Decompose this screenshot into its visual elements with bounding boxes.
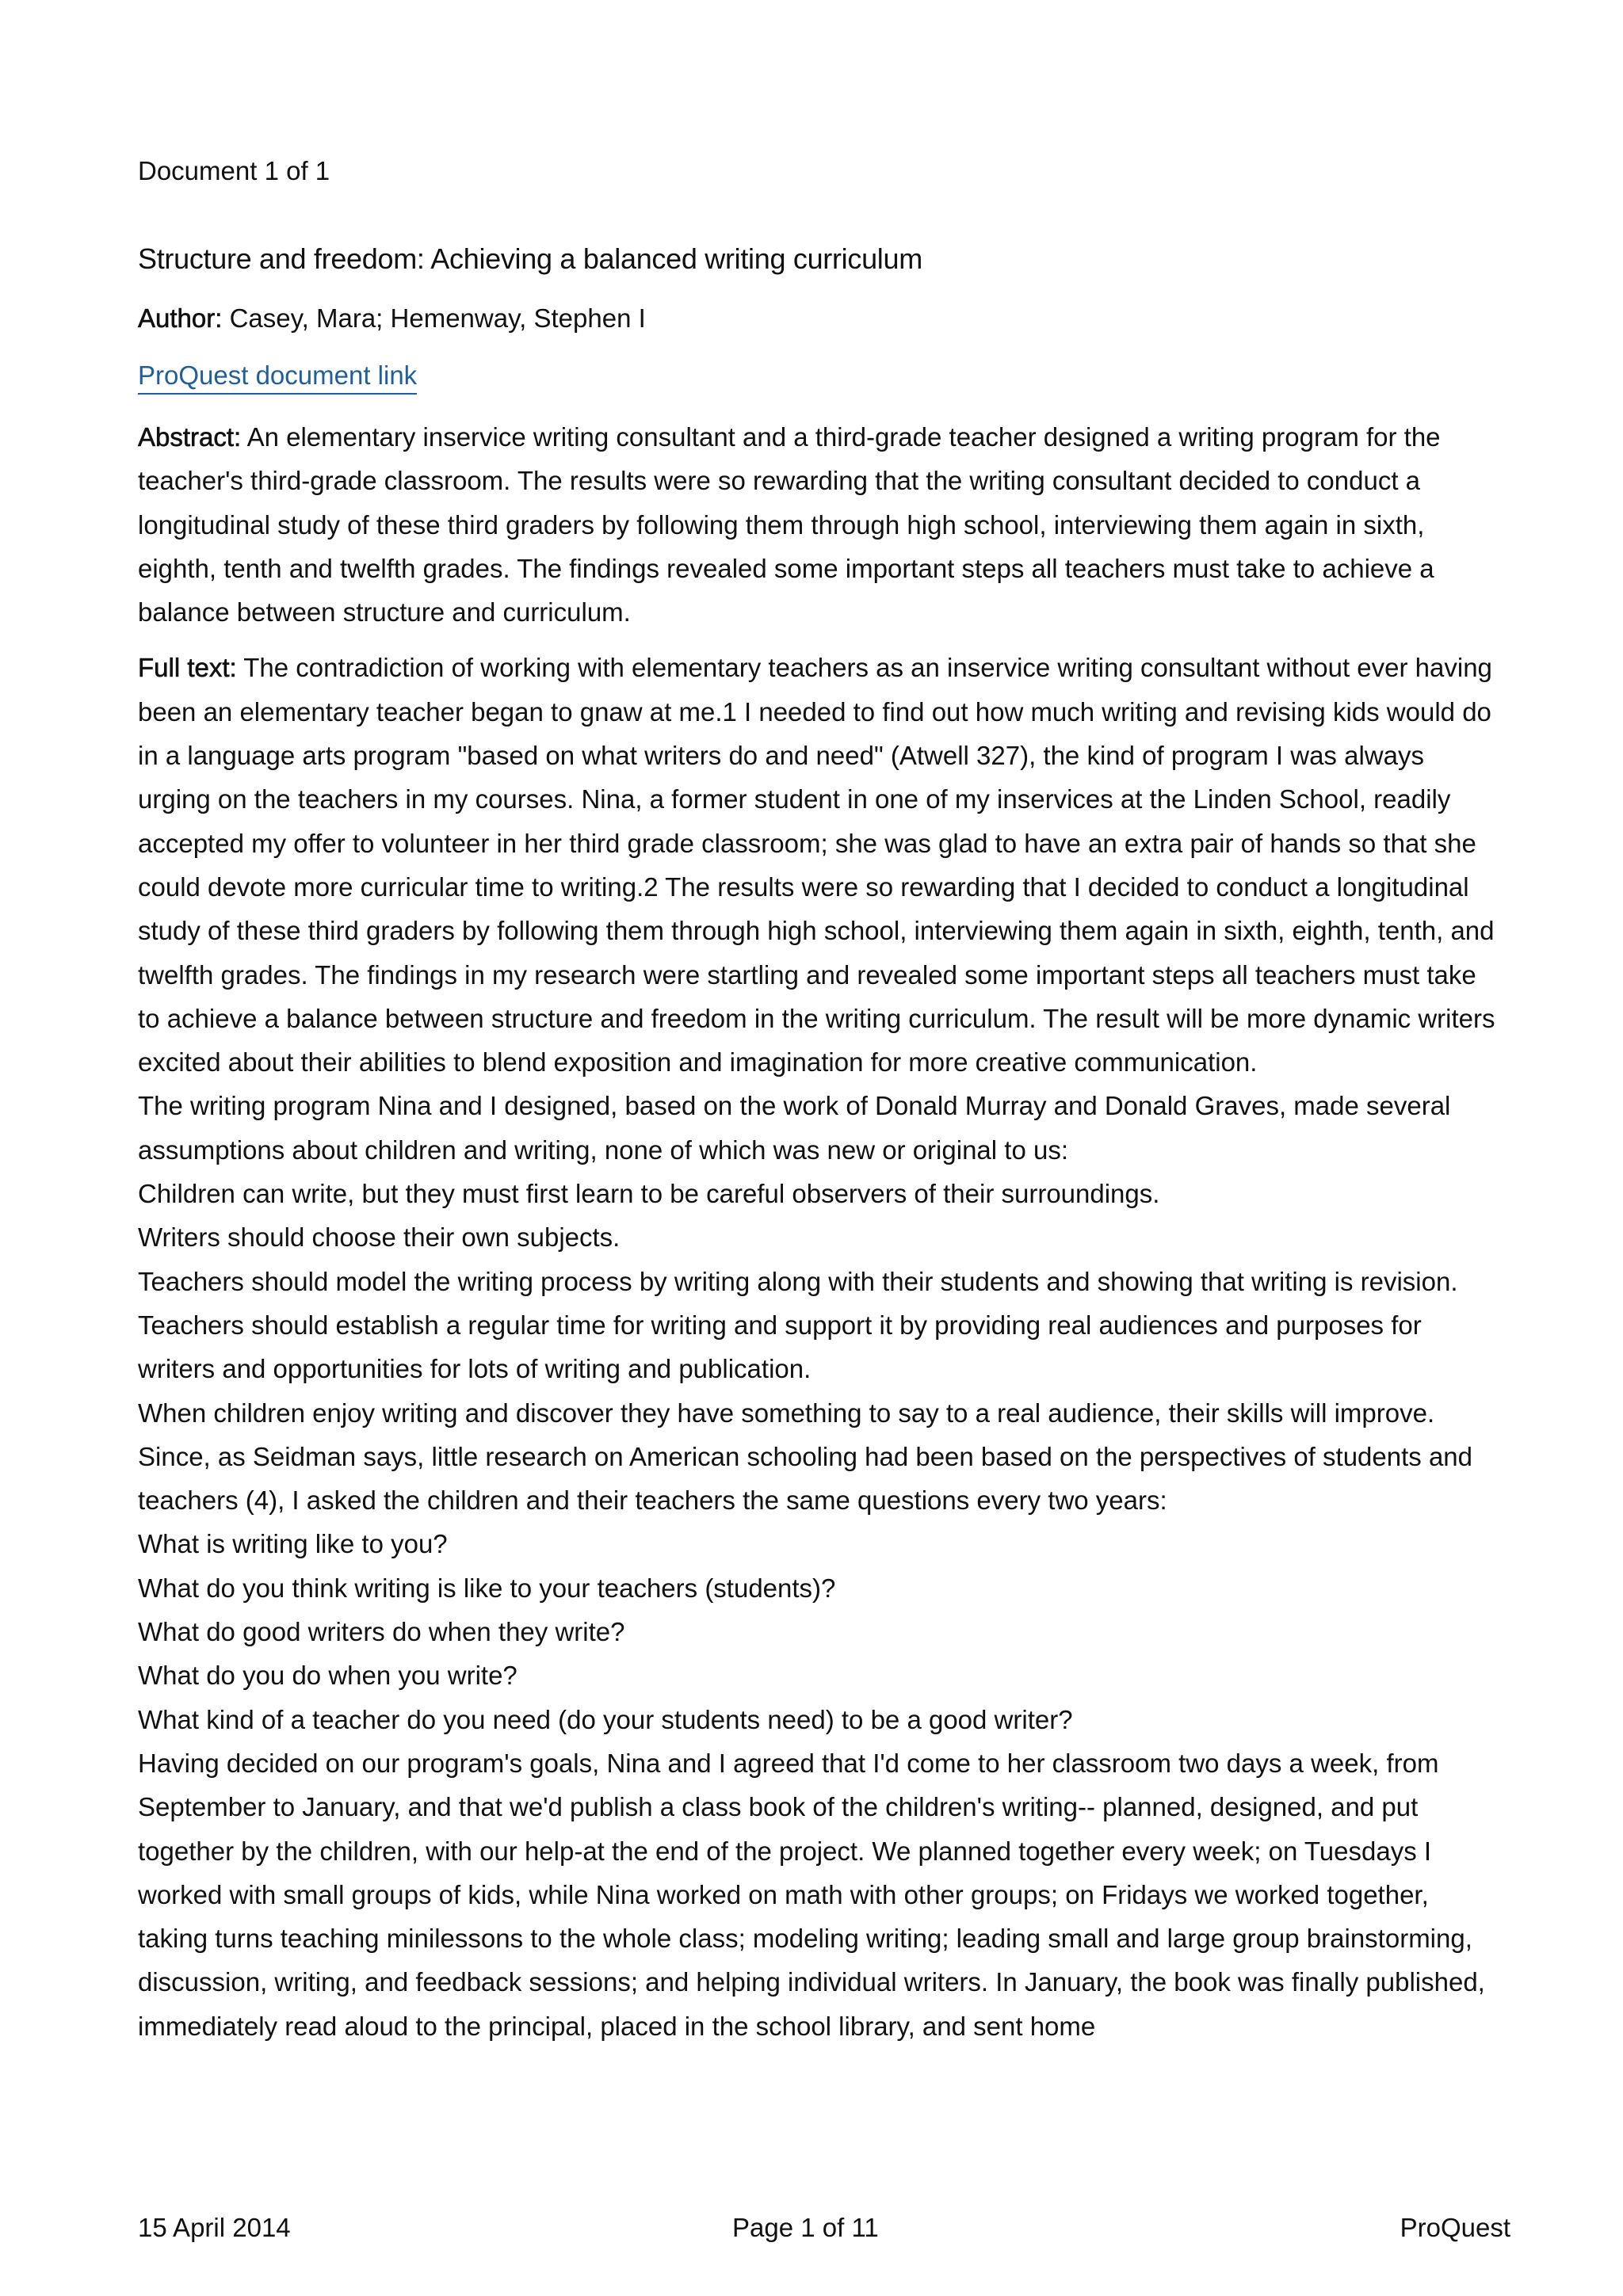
body-paragraph: Since, as Seidman says, little research on American schooling had been based on the perspectives of students and teachers (4), I asked the children and their teachers the same questions every two years: — [138, 1441, 1473, 1516]
proquest-document-link[interactable]: ProQuest document link — [138, 358, 417, 395]
body-paragraph: Children can write, but they must first learn to be careful observers of their surroundings. — [138, 1179, 1160, 1209]
body-paragraph: What is writing like to you? — [138, 1529, 448, 1559]
body-paragraph: Writers should choose their own subjects. — [138, 1222, 621, 1253]
footer-brand: ProQuest — [1400, 2213, 1510, 2242]
body-paragraph: Having decided on our program's goals, Nina and I agreed that I'd come to her classroom two days a week, from September to January, and that we'd publish a class book of the children's writing-- planned, designed, and put together by the children, with our help-at the end of the project. We planned together every week; on Tuesdays I worked with small groups of kids, while Nina worked on math with other groups; on Fridays we worked together, taking turns teaching minilessons to the whole class; modeling writing; leading small and large group brainstorming, discussion, writing, and feedback sessions; and helping individual writers. In January, the book was finally published, immediately read aloud to the principal, placed in the school library, and sent home — [138, 1748, 1485, 2041]
fulltext-label: Full text: — [138, 653, 237, 683]
author-label: Author: — [138, 303, 223, 333]
body-paragraph: What do you think writing is like to your teachers (students)? — [138, 1573, 836, 1603]
article-body — [138, 415, 1501, 2048]
fulltext-paragraph — [138, 646, 1501, 1084]
abstract-paragraph — [138, 415, 1501, 634]
author-names: Casey, Mara; Hemenway, Stephen I — [222, 303, 646, 333]
body-paragraph: What kind of a teacher do you need (do your students need) to be a good writer? — [138, 1704, 1073, 1734]
author-line — [138, 301, 646, 336]
body-paragraph: What do you do when you write? — [138, 1661, 517, 1691]
abstract-text: An elementary inservice writing consultant and a third-grade teacher designed a writing program for the teacher's third-grade classroom. The results were so rewarding that the writing consultant decided to conduct a longitudinal study of these third graders by following them through high school, interviewing them again in sixth, eighth, tenth and twelfth grades. The findings revealed some important steps all teachers must take to achieve a balance between structure and curriculum. — [138, 422, 1441, 627]
article-title: Structure and freedom: Achieving a balanced writing curriculum — [138, 242, 922, 275]
fulltext-intro: The contradiction of working with elementary teachers as an inservice writing consultant without ever having been an elementary teacher began to gnaw at me.1 I needed to find out how much writing and revising kids would do in a language arts program "based on what writers do and need" (Atwell 327), the kind of program I was always urging on the teachers in my courses. Nina, a former student in one of my inservices at the Linden School, readily accepted my offer to volunteer in her third grade classroom; she was glad to have an extra pair of hands so that she could devote more curricular time to writing.2 The results were so rewarding that I decided to conduct a longitudinal study of these third graders by following them through high school, interviewing them again in sixth, eighth, tenth, and twelfth grades. The findings in my research were startling and revealed some important steps all teachers must take to achieve a balance between structure and freedom in the writing curriculum. The result will be more dynamic writers excited about their abilities to blend exposition and imagination for more creative communication. — [138, 653, 1495, 1077]
abstract-label: Abstract: — [138, 422, 242, 452]
body-paragraph: What do good writers do when they write? — [138, 1617, 625, 1647]
footer-date: 15 April 2014 — [138, 2213, 291, 2242]
body-paragraph: The writing program Nina and I designed, based on the work of Donald Murray and Donald Graves, made several assumptions about children and writing, none of which was new or original to us: — [138, 1091, 1451, 1165]
body-paragraph: Teachers should establish a regular time for writing and support it by providing real audiences and purposes for writers and opportunities for lots of writing and publication. — [138, 1310, 1422, 1384]
document-count: Document 1 of 1 — [138, 156, 330, 185]
body-paragraph: Teachers should model the writing process by writing along with their students and showing that writing is revision. — [138, 1266, 1458, 1296]
body-paragraph: When children enjoy writing and discover they have something to say to a real audience, their skills will improve. — [138, 1398, 1435, 1428]
footer-page-number: Page 1 of 11 — [732, 2213, 879, 2242]
